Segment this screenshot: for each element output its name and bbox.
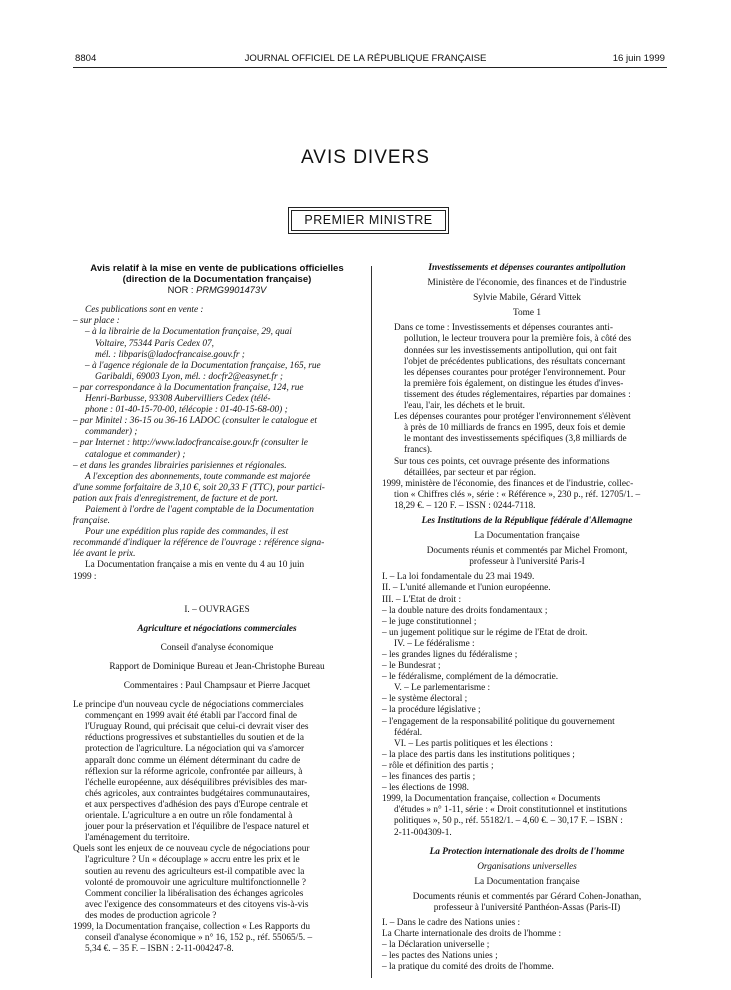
- text-line: Sur tous ces points, cet ouvrage présente des informations: [394, 456, 610, 467]
- text-line: – la procédure législative ;: [382, 705, 481, 716]
- allemagne-editor-title: professeur à l'université Paris-I: [469, 557, 585, 568]
- text-line: volonté de promouvoir une agriculture multifonctionnelle ?: [85, 877, 306, 888]
- text-line: fédéral.: [394, 727, 423, 738]
- text-line: catalogue et commander) ;: [85, 449, 186, 460]
- allemagne-publisher: La Documentation française: [474, 531, 580, 542]
- text-line: Le principe d'un nouveau cycle de négociations commerciales: [73, 700, 304, 711]
- pollution-heading: Investissements et dépenses courantes antipollution: [428, 263, 626, 273]
- text-line: 1999, la Documentation française, collection « Les Rapports du: [73, 921, 311, 932]
- text-line: – la Déclaration universelle ;: [382, 940, 490, 951]
- text-line: orientale. L'agriculture a en outre un rôle fondamental à: [85, 811, 293, 822]
- text-line: La Documentation française a mis en vente du 4 au 10 juin: [85, 560, 305, 571]
- text-line: A l'exception des abonnements, toute commande est majorée: [85, 471, 311, 482]
- text-line: 2-11-004309-1.: [394, 827, 452, 838]
- journal-title: JOURNAL OFFICIEL DE LA RÉPUBLIQUE FRANÇAISE: [244, 53, 487, 64]
- text-line: des modes de production agricole ?: [85, 910, 217, 921]
- text-line: La Charte internationale des droits de l'homme :: [382, 929, 562, 940]
- text-line: Paiement à l'ordre de l'agent comptable de la Documentation: [85, 504, 314, 515]
- text-line: tion « Chiffres clés », série : « Référence », 230 p., réf. 12705/1. –: [394, 489, 641, 500]
- agriculture-heading: Agriculture et négociations commerciales: [137, 623, 297, 634]
- nor-prefix: NOR :: [167, 285, 197, 296]
- ministry-label: PREMIER MINISTRE: [291, 210, 446, 231]
- text-line: à près de 10 milliards de francs en 1995, deux fois et demie: [404, 423, 626, 434]
- text-line: pation aux frais d'enregistrement, de facture et de port.: [73, 493, 278, 504]
- text-line: l'Uruguay Round, qui précisait que celui-ci devrait viser des: [85, 722, 309, 733]
- text-line: – un jugement politique sur le régime de l'Etat de droit.: [382, 627, 588, 638]
- text-line: l'eau, l'air, les déchets et le bruit.: [404, 401, 525, 412]
- text-line: III. – L'Etat de droit :: [382, 594, 462, 605]
- text-line: mél. : libparis@ladocfrancaise.gouv.fr ;: [95, 349, 245, 360]
- nor-code: PRMG9901473V: [196, 285, 267, 296]
- text-line: les dépenses courantes pour protéger l'environnement. Pour: [404, 367, 626, 378]
- conseil-label: Conseil d'analyse économique: [160, 642, 274, 653]
- sales-info: [73, 305, 361, 582]
- text-line: d'études » n° 1-11, série : « Droit constitutionnel et institutions: [394, 805, 628, 816]
- text-line: IV. – Le fédéralisme :: [394, 638, 475, 649]
- text-line: française.: [73, 516, 110, 527]
- agriculture-body: [73, 700, 361, 955]
- text-line: soutien au revenu des agriculteurs est-il compatible avec la: [85, 866, 305, 877]
- text-line: Garibaldi, 69003 Lyon, mél. : docfr2@easynet.fr ;: [95, 371, 283, 382]
- pollution-body: [382, 323, 672, 512]
- text-line: tissement des études réglementaires, réparties par domaines :: [404, 389, 631, 400]
- text-line: V. – Le parlementarisme :: [394, 683, 491, 694]
- text-line: commander) ;: [85, 427, 138, 438]
- text-line: – à la librairie de la Documentation française, 29, quai: [85, 327, 292, 338]
- right-column: [382, 263, 672, 974]
- text-line: phone : 01-40-15-70-00, télécopie : 01-40-15-68-00) ;: [85, 405, 288, 416]
- text-line: 18,29 €. – 120 F. – ISSN : 0244-7118.: [394, 500, 536, 511]
- droits-body: [382, 918, 672, 973]
- droits-publisher: La Documentation française: [474, 876, 580, 887]
- text-line: Les dépenses courantes pour protéger l'environnement s'élèvent: [394, 412, 631, 423]
- text-line: – sur place :: [73, 316, 120, 327]
- text-line: l'échelle européenne, aux déséquilibres prévisibles des mar-: [85, 777, 308, 788]
- text-line: – la pratique du comité des droits de l'homme.: [382, 962, 554, 973]
- text-line: conseil d'analyse économique » n° 16, 152 p., réf. 55065/5. –: [85, 933, 313, 944]
- text-line: 1999, la Documentation française, collection « Documents: [382, 794, 601, 805]
- text-line: 1999, ministère de l'économie, des finances et de l'industrie, collec-: [382, 478, 634, 489]
- ministere-label: Ministère de l'économie, des finances et de l'industrie: [427, 278, 627, 289]
- page-number: 8804: [75, 53, 97, 64]
- text-line: l'aménagement du territoire.: [85, 833, 190, 844]
- text-line: – l'engagement de la responsabilité politique du gouvernement: [382, 716, 615, 727]
- text-line: – les pactes des Nations unies ;: [382, 951, 498, 962]
- text-line: l'objet de précédentes publications, des résultats concernant: [404, 356, 626, 367]
- droits-editor: Documents réunis et commentés par Gérard Cohen-Jonathan,: [412, 891, 642, 902]
- droits-editor-title: professeur à l'université Panthéon-Assas (Paris-II): [433, 902, 621, 913]
- allemagne-heading: Les Institutions de la République fédérale d'Allemagne: [421, 515, 633, 526]
- text-line: Dans ce tome : Investissements et dépenses courantes anti-: [394, 323, 613, 334]
- text-line: – et dans les grandes librairies parisiennes et régionales.: [73, 460, 287, 471]
- text-line: avec l'exigence des consommateurs et des citoyens vis-à-vis: [85, 899, 309, 910]
- text-line: II. – L'unité allemande et l'union européenne.: [382, 583, 551, 594]
- text-line: – le fédéralisme, complément de la démocratie.: [382, 672, 559, 683]
- section-title: AVIS DIVERS: [301, 147, 430, 168]
- ouvrages-heading: I. – OUVRAGES: [184, 604, 250, 615]
- text-line: données sur les investissements antipollution, qui ont fait: [404, 345, 617, 356]
- text-line: Comment concilier la libéralisation des échanges agricoles: [85, 888, 304, 899]
- text-line: – les élections de 1998.: [382, 783, 470, 794]
- droits-heading: La Protection internationale des droits de l'homme: [429, 846, 625, 857]
- allemagne-editor: Documents réunis et commentés par Michel Fromont,: [426, 546, 628, 557]
- tome-label: Tome 1: [512, 308, 541, 319]
- commentaires: Commentaires : Paul Champsaur et Pierre Jacquet: [123, 681, 311, 691]
- ministry-box: [288, 207, 449, 234]
- text-line: la première fois également, on distingue les études d'inves-: [404, 378, 624, 389]
- left-column: [73, 263, 361, 955]
- text-line: – la place des partis dans les institutions politiques ;: [382, 749, 575, 760]
- text-line: Quels sont les enjeux de ce nouveau cycle de négociations pour: [73, 844, 310, 855]
- rapport-authors: Rapport de Dominique Bureau et Jean-Christophe Bureau: [109, 661, 325, 672]
- text-line: commençant en 1999 avait été établi par l'accord final de: [85, 711, 298, 722]
- text-line: francs).: [404, 445, 433, 456]
- text-line: – par Internet : http://www.ladocfrancaise.gouv.fr (consulter le: [73, 438, 308, 449]
- text-line: – rôle et définition des partis ;: [382, 760, 494, 771]
- text-line: – les grandes lignes du fédéralisme ;: [382, 650, 518, 660]
- column-divider: [371, 266, 372, 978]
- nor-reference: [73, 285, 361, 297]
- notice-title: Avis relatif à la mise en vente de publications officielles: [90, 263, 344, 274]
- text-line: Pour une expédition plus rapide des commandes, il est: [85, 527, 289, 538]
- text-line: – le Bundesrat ;: [382, 661, 441, 672]
- text-line: l'agriculture ? Un « découplage » accru entre les prix et le: [85, 855, 300, 866]
- notice-subtitle: (direction de la Documentation française): [122, 274, 312, 286]
- text-line: – le système électoral ;: [382, 694, 468, 705]
- text-line: Ces publications sont en vente :: [85, 305, 204, 316]
- text-line: lée avant le prix.: [73, 549, 136, 560]
- text-line: politiques », 50 p., réf. 55182/1. – 4,60 €. – 30,17 F. – ISBN :: [394, 816, 623, 827]
- text-line: et aux perspectives d'adhésion des pays d'Europe centrale et: [85, 799, 308, 810]
- text-line: détaillées, par secteur et par région.: [404, 467, 536, 478]
- text-line: – la double nature des droits fondamentaux ;: [382, 605, 548, 616]
- text-line: I. – La loi fondamentale du 23 mai 1949.: [382, 572, 535, 583]
- text-line: – le juge constitutionnel ;: [382, 616, 477, 627]
- header-rule: [73, 67, 667, 68]
- text-line: jouer pour la préservation et l'équilibre de l'espace naturel et: [85, 822, 310, 833]
- text-line: réflexion sur la réforme agricole, confrontée par ailleurs, à: [85, 766, 303, 777]
- organisations-label: Organisations universelles: [477, 861, 577, 872]
- text-line: – les finances des partis ;: [382, 772, 476, 783]
- text-line: – à l'agence régionale de la Documentation française, 165, rue: [85, 360, 321, 371]
- text-line: protection de l'agriculture. La négociation qui va s'amorcer: [85, 744, 305, 755]
- text-line: VI. – Les partis politiques et les élections :: [394, 738, 553, 749]
- pollution-authors: Sylvie Mabile, Gérard Vittek: [473, 293, 581, 304]
- page-header: [0, 53, 731, 67]
- text-line: le montant des investissements spécifiques (3,8 milliards de: [404, 434, 627, 445]
- allemagne-body: [382, 572, 672, 838]
- text-line: Voltaire, 75344 Paris Cedex 07,: [95, 338, 214, 349]
- text-line: Henri-Barbusse, 93308 Aubervilliers Cedex (télé-: [85, 394, 271, 405]
- text-line: chés agricoles, aux contraintes budgétaires communautaires,: [85, 788, 310, 799]
- text-line: – par correspondance à la Documentation française, 124, rue: [73, 382, 304, 393]
- text-line: 1999 :: [73, 571, 97, 582]
- text-line: réductions progressives et substantielles du soutien et de la: [85, 733, 304, 744]
- text-line: d'une somme forfaitaire de 3,10 €, soit 20,33 F (TTC), pour partici-: [73, 482, 325, 493]
- text-line: pollution, le lecteur trouvera pour la première fois, à côté des: [404, 334, 632, 345]
- issue-date: 16 juin 1999: [612, 53, 665, 64]
- text-line: apparaît donc comme un élément déterminant du cadre de: [85, 755, 301, 766]
- text-line: 5,34 €. – 35 F. – ISBN : 2-11-004247-8.: [85, 944, 234, 955]
- text-line: I. – Dans le cadre des Nations unies :: [382, 918, 521, 929]
- text-line: recommandé d'indiquer la référence de l'ouvrage : référence signa-: [73, 538, 325, 549]
- text-line: – par Minitel : 36-15 ou 36-16 LADOC (consulter le catalogue et: [73, 416, 318, 427]
